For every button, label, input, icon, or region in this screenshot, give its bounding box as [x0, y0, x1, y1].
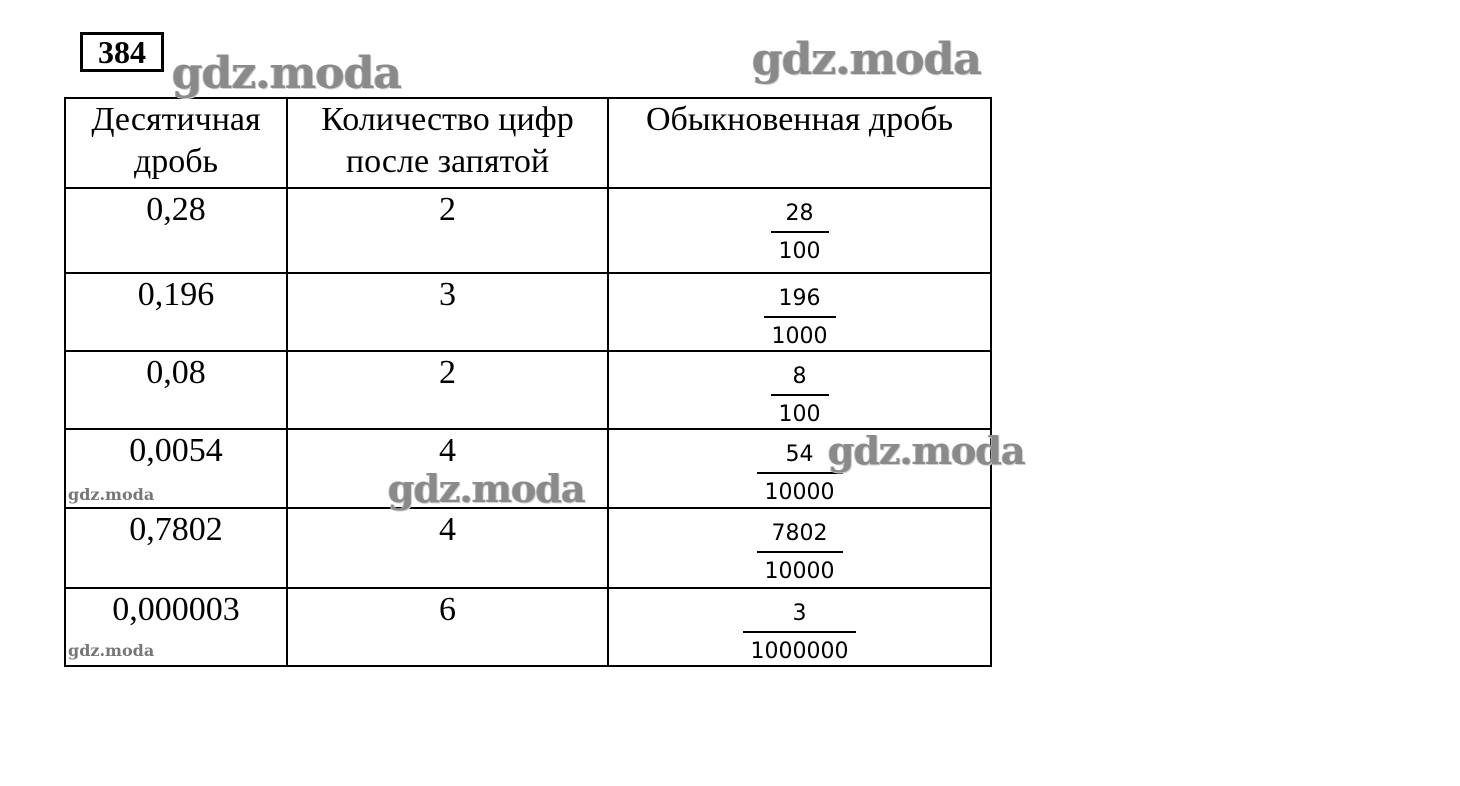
- watermark: gdz.moda: [752, 34, 982, 85]
- table-row: [65, 508, 991, 588]
- digits-cell: 6: [287, 588, 608, 666]
- numerator: 7802: [771, 521, 828, 546]
- fractions-table: [64, 97, 992, 667]
- numerator: 3: [792, 601, 807, 626]
- decimal-cell: 0,28: [65, 188, 287, 273]
- numerator: 54: [785, 442, 814, 467]
- decimal-cell: 0,0054: [65, 429, 287, 508]
- decimal-cell: 0,000003: [65, 588, 287, 666]
- fraction: [743, 601, 857, 665]
- fraction-cell: [608, 588, 991, 666]
- fraction: [764, 286, 836, 350]
- fraction: [757, 521, 843, 585]
- watermark-small: gdz.moda: [68, 641, 155, 660]
- digits-cell: 2: [287, 188, 608, 273]
- watermark: gdz.moda: [172, 48, 402, 99]
- fraction: [771, 364, 829, 428]
- digits-cell: 4: [287, 508, 608, 588]
- watermark-small: gdz.moda: [68, 485, 155, 504]
- fraction-cell: [608, 273, 991, 351]
- fraction: [771, 201, 829, 265]
- watermark: gdz.moda: [828, 428, 1025, 473]
- table-row: [65, 273, 991, 351]
- table-row: [65, 188, 991, 273]
- digits-cell: 2: [287, 351, 608, 429]
- table-row: [65, 351, 991, 429]
- table-header-row: [65, 98, 991, 188]
- numerator: 28: [785, 201, 814, 226]
- fraction-cell: [608, 351, 991, 429]
- denominator: 100: [778, 402, 821, 427]
- digits-cell: 3: [287, 273, 608, 351]
- denominator: 1000000: [750, 639, 849, 664]
- decimal-cell: 0,08: [65, 351, 287, 429]
- fraction-cell: [608, 508, 991, 588]
- decimal-cell: 0,196: [65, 273, 287, 351]
- denominator: 1000: [771, 324, 828, 349]
- denominator: 100: [778, 239, 821, 264]
- fraction-cell: [608, 188, 991, 273]
- table-row: [65, 588, 991, 666]
- digits-cell: 4: [287, 429, 608, 508]
- watermark: gdz.moda: [388, 466, 585, 511]
- denominator: 10000: [764, 559, 835, 584]
- numerator: 8: [792, 364, 807, 389]
- decimal-cell: 0,7802: [65, 508, 287, 588]
- header-decimal: Десятичная дробь: [65, 98, 287, 188]
- denominator: 10000: [764, 480, 835, 505]
- header-digit-count: Количество цифр после запятой: [287, 98, 608, 188]
- problem-number: 384: [80, 32, 164, 72]
- header-common-fraction: Обыкновенная дробь: [608, 98, 991, 188]
- numerator: 196: [778, 286, 821, 311]
